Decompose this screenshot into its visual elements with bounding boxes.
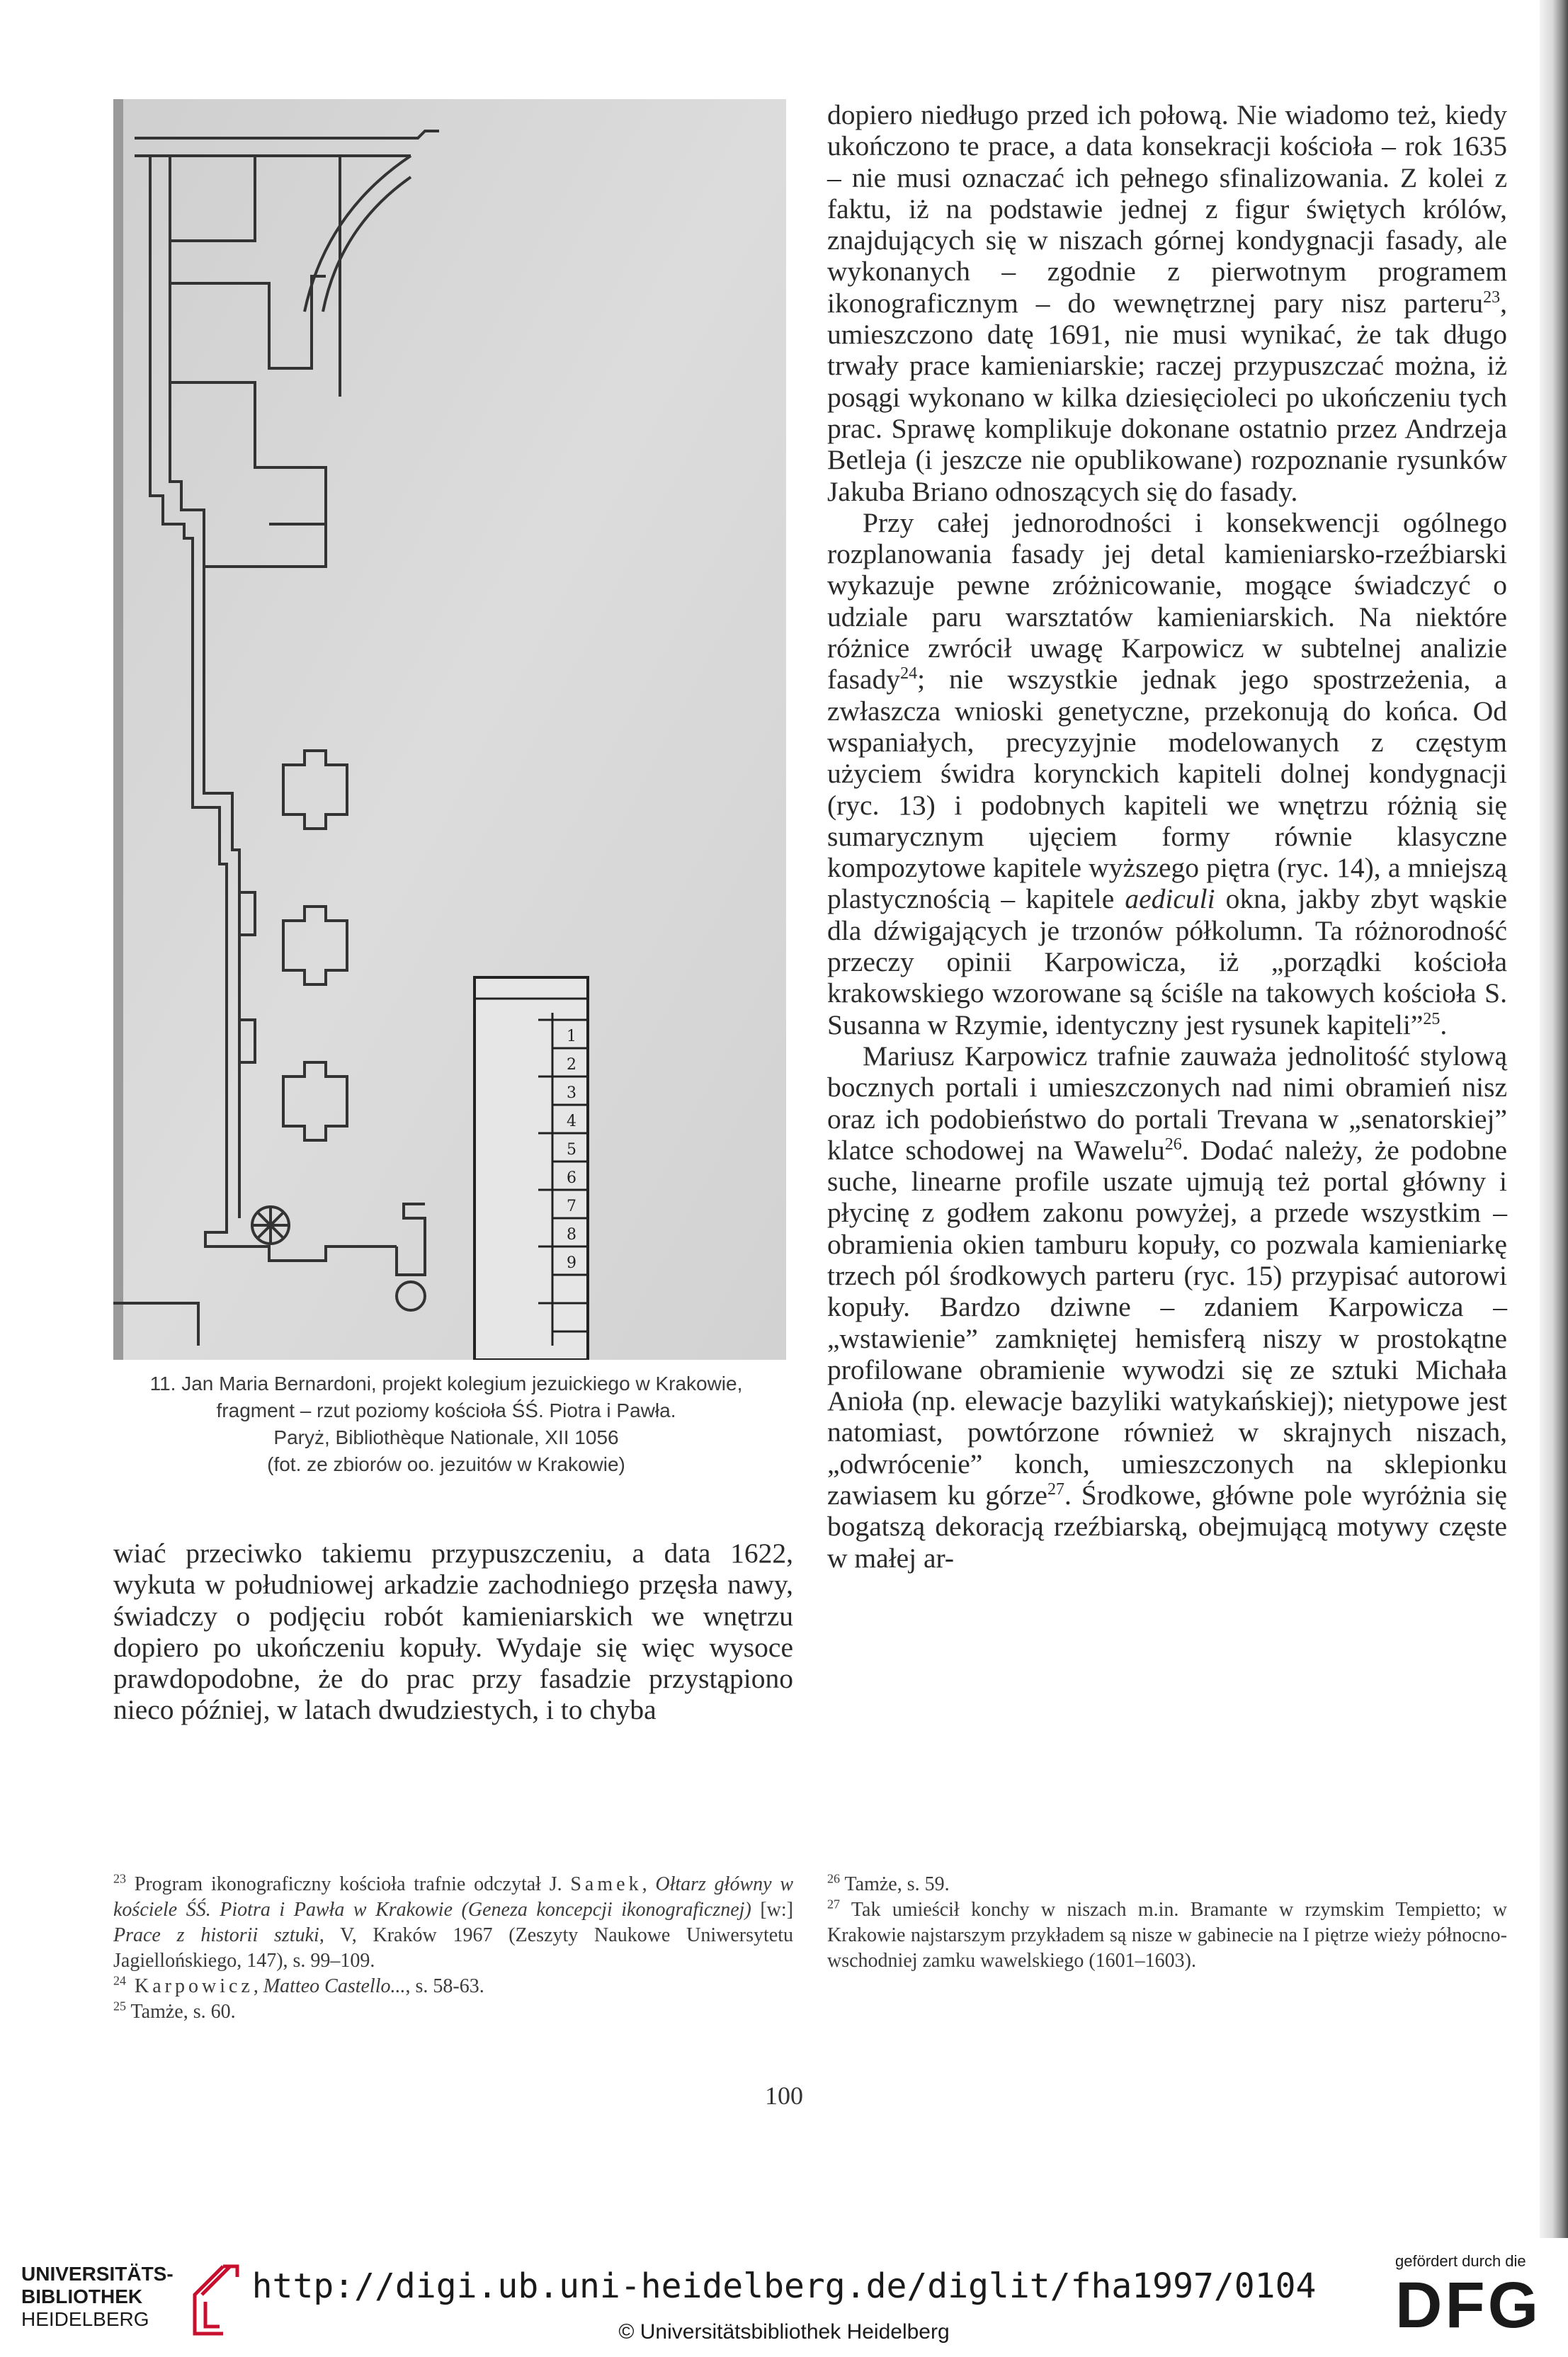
scale-mark: 2 — [567, 1056, 576, 1074]
text-run: Mariusz Karpowicz trafnie zauważa jednolitość stylową bocznych portali i umieszczonych nad nimi obramień nisz oraz ich podobieństwo do portali Trevana w „senatorskiej” klatce schodowej na Wawelu — [827, 1040, 1507, 1166]
footnote-ref[interactable]: 25 — [1423, 1009, 1441, 1028]
caption-line: fragment – rzut poziomy kościoła ŚŚ. Piotra i Pawła. — [216, 1399, 676, 1421]
scale-mark: 1 — [567, 1028, 576, 1045]
text-run: ; nie wszystkie jednak jego spostrzeżenia, a zwłaszcza wnioski genetyczne, przekonują do końca. Od wspaniałych, precyzyjnie modelowanych z częstym użyciem świdra korynckich kapiteli dolnej kondygnacji (ryc. 13) i podobnych kapiteli we wnętrzu różnią się sumarycznym ujęciem formy równie klasyczne kompozytowe kapitele wyższego piętra (ryc. 14), a mniejszą plastycznością – kapitele — [827, 664, 1507, 915]
text-run: dopiero niedługo przed ich połową. Nie wiadomo też, kiedy ukończono te prace, a data konsekracji kościoła – rok 1635 – nie musi oznaczać ich pełnego sfinalizowania. Z kolei z faktu, iż na podstawie jednej z figur świętych królów, znajdujących się w niszach górnej kondygnacji fasady, ale wykonanych – zgodnie z pierwotnym programem ikonograficznym – do wewnętrznej pary nisz parteru — [827, 99, 1507, 319]
footnote-24 — [113, 1974, 793, 1999]
right-column-text — [827, 99, 1507, 1574]
figure-caption — [85, 1370, 807, 1478]
scale-mark: 9 — [567, 1254, 576, 1272]
footnote-text: , V, Kraków 1967 (Zeszyty Naukowe Uniwersytetu Jagiellońskiego, 147), s. 99–109. — [113, 1924, 793, 1972]
caption-line: 11. Jan Maria Bernardoni, projekt kolegium jezuickiego w Krakowie, — [149, 1373, 743, 1395]
caption-line: (fot. ze zbiorów oo. jezuitów w Krakowie) — [267, 1453, 625, 1475]
library-name-line: BIBLIOTHEK — [21, 2285, 143, 2307]
footnote-number: 23 — [113, 1871, 126, 1886]
caption-line: Paryż, Bibliothèque Nationale, XII 1056 — [273, 1426, 619, 1448]
footnote-26 — [827, 1872, 1507, 1897]
page-edge-shadow — [1540, 0, 1568, 2357]
footnote-text: Tamże, s. 60. — [126, 2001, 236, 2023]
text-run: , umieszczono datę 1691, nie musi wynikać, że tak długo trwały prace kamieniarskie; raczej przypuszczać można, iż posągi wykonano w kilka dziesięcioleci po ukończeniu tych prac. Sprawę komplikuje dokonane ostatnio przez Andrzeja Betleja (i jeszcze nie opublikowane) rozpoznanie rysunków Jakuba Briano odnoszących się do fasady. — [827, 287, 1507, 507]
italic-term: aediculi — [1125, 883, 1215, 915]
footnotes-left — [113, 1872, 793, 2025]
text-run: . — [1440, 1009, 1448, 1040]
footnote-ref[interactable]: 24 — [900, 664, 918, 683]
paragraph — [827, 507, 1507, 1040]
floor-plan-drawing — [113, 99, 786, 1360]
footnote-text: , — [642, 1873, 656, 1895]
footnote-ref[interactable]: 23 — [1483, 288, 1501, 307]
library-name-line: HEIDELBERG — [21, 2308, 149, 2330]
paragraph: wiać przeciwko takiemu przypuszczeniu, a data 1622, wykuta w południowej arkadzie zachodniego przęsła nawy, świadczy o podjęciu robót kamieniarskich we wnętrzu dopiero po ukończeniu kopuły. Wydaje się więc wysoce prawdopodobne, że do prac przy fasadzie przystąpiono nieco później, w latach dwudziestych, i to chyba — [113, 1538, 793, 1726]
text-run: Przy całej jednorodności i konsekwencji ogólnego rozplanowania fasady jej detal kamieniarsko-rzeźbiarski wykazuje pewne zróżnicowanie, mogące świadczyć o udziale paru warsztatów kamieniarskich. Na niektóre różnice zwrócił uwagę Karpowicz w subtelnej analizie fasady — [827, 506, 1507, 695]
footnote-number: 24 — [113, 1973, 126, 1988]
floor-plan-figure — [113, 99, 786, 1360]
scale-mark: 7 — [567, 1198, 576, 1215]
text-run: okna, jakby zbyt wąskie dla dźwigających je trzonów półkolumn. Ta różnorodność przeczy opinii Karpowicza, iż „porządki kościoła krakowskiego wzorowane są ściśle na takowych kościoła S. Susanna w Rzymie, identyczny jest rysunek kapiteli” — [827, 883, 1507, 1040]
footnote-text: Tamże, s. 59. — [840, 1873, 950, 1895]
paragraph — [827, 1040, 1507, 1574]
scale-mark: 6 — [567, 1169, 576, 1187]
scale-ruler — [475, 977, 588, 1360]
paragraph — [827, 99, 1507, 507]
text-run: . Środkowe, główne pole wyróżnia się bogatszą dekoracją rzeźbiarską, obejmującą motywy częste w małej ar- — [827, 1479, 1507, 1574]
document-url-link[interactable]: http://digi.ub.uni-heidelberg.de/diglit/fha1997/0104 — [251, 2266, 1317, 2306]
footnote-number: 27 — [827, 1897, 840, 1912]
work-title: Ołtarz główny w kościele ŚŚ. Piotra i Pawła w Krakowie (Geneza koncepcji ikonograficznej) — [113, 1873, 793, 1921]
library-name-line: UNIVERSITÄTS- — [21, 2263, 174, 2285]
scale-mark: 8 — [567, 1226, 576, 1244]
footnote-text: Program ikonograficzny kościoła trafnie odczytał J. — [126, 1873, 571, 1895]
footnote-ref[interactable]: 27 — [1047, 1479, 1064, 1499]
author-name: Samek — [570, 1873, 642, 1895]
copyright-notice: © Universitätsbibliothek Heidelberg — [618, 2320, 950, 2344]
footnote-number: 26 — [827, 1871, 840, 1886]
work-title: Matteo Castello... — [263, 1975, 406, 1997]
footnote-text: [w:] — [751, 1899, 793, 1921]
scale-mark: 4 — [567, 1113, 576, 1130]
footnote-number: 25 — [113, 1999, 126, 2014]
footnote-text: , — [253, 1975, 263, 1997]
series-title: Prace z historii sztuki — [113, 1924, 319, 1946]
footnote-25 — [113, 1999, 793, 2025]
footnotes-right — [827, 1872, 1507, 1974]
footnote-text: Tak umieścił konchy w niszach m.in. Bramante w rzymskim Tempietto; w Krakowie najstarszym przykładem są nisze w gabinecie na I piętrze wieży północno-wschodniej zamku wawelskiego (1601–1603). — [827, 1899, 1507, 1972]
scale-mark: 3 — [567, 1084, 576, 1102]
text-run: . Dodać należy, że podobne suche, linearne profile uszate ujmują też portal główny i płycinę z godłem zakonu powyżej, a przede wszystkim – obramienia okien tamburu kopuły, co pozwala kamieniarkę trzech pól środkowych parteru (ryc. 15) przypisać autorowi kopuły. Bardzo dziwne – zdaniem Karpowicza – „wstawienie” zamkniętej hemisferą niszy w prostokątne profilowane obramienie wywodzi się ze sztuki Michała Anioła (np. elewacje bazyliki watykańskiej); nietypowe jest natomiast, powtórzone również w skrajnych niszach, „odwrócenie” konch, umieszczonych na sklepionku zawiasem ku górze — [827, 1134, 1507, 1511]
footnote-23 — [113, 1872, 793, 1974]
footnote-text: , s. 58-63. — [405, 1975, 484, 1997]
footnote-27 — [827, 1897, 1507, 1974]
scale-mark: 5 — [567, 1141, 576, 1159]
funding-label: gefördert durch die — [1395, 2252, 1526, 2270]
page-number: 100 — [765, 2081, 803, 2110]
dfg-logo[interactable]: DFG — [1395, 2269, 1542, 2341]
footnote-ref[interactable]: 26 — [1164, 1135, 1182, 1154]
left-column-text — [113, 1538, 793, 1726]
author-name: Karpowicz — [126, 1975, 254, 1997]
